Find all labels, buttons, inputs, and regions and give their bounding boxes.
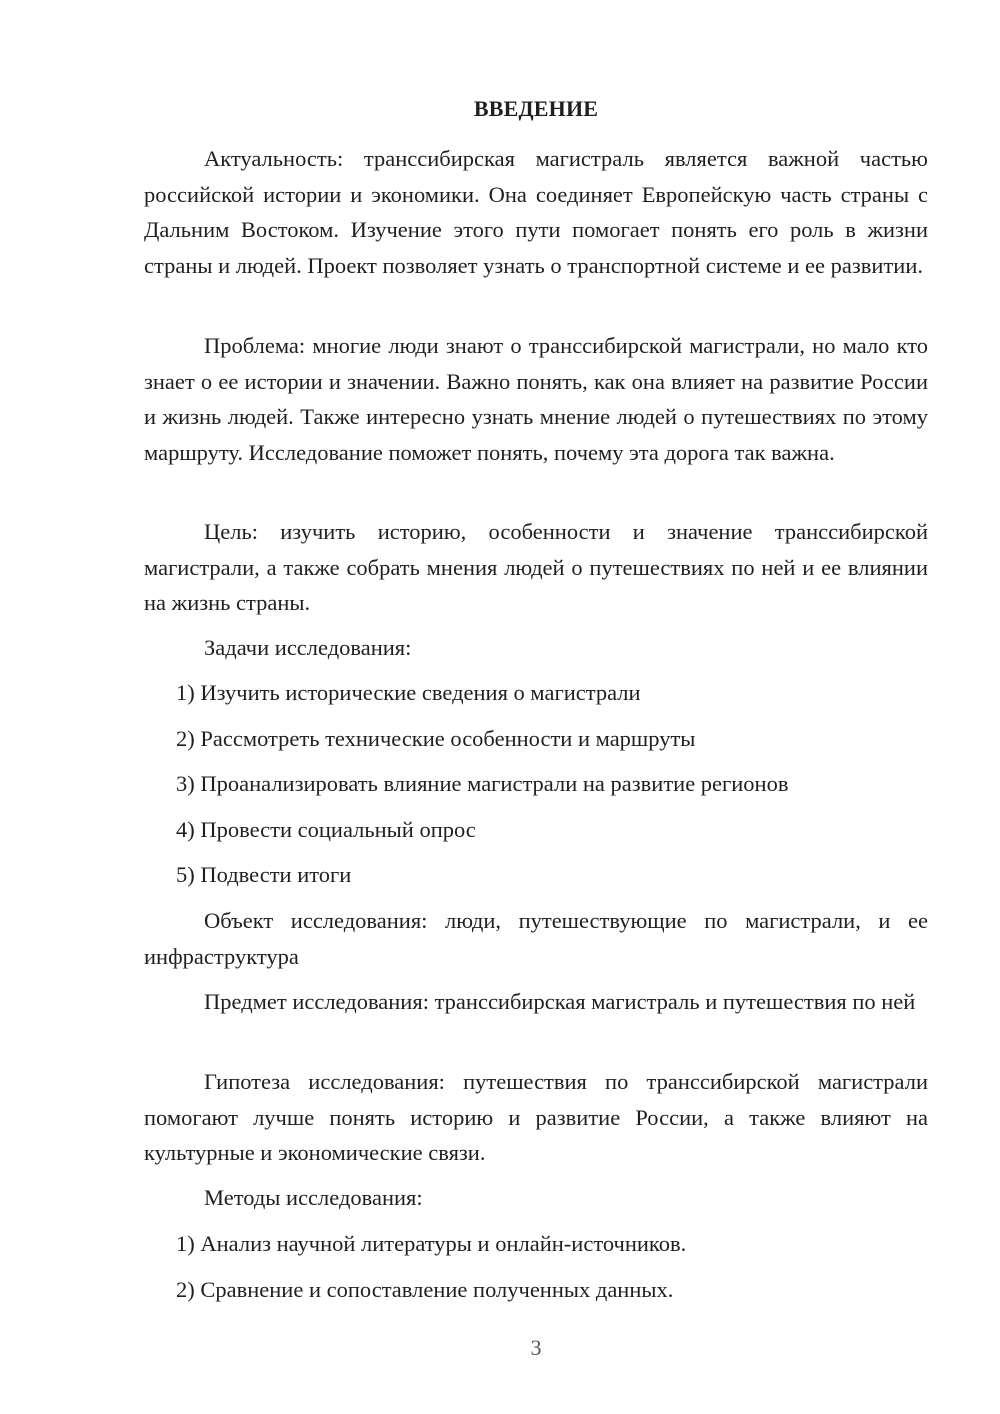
problem-paragraph: [144, 328, 928, 470]
list-item: 3) Проанализировать влияние магистрали на развитие регионов: [176, 771, 789, 796]
paragraph-text: Гипотеза исследования: путешествия по транссибирской магистрали помогают лучше понять историю и развитие России, а также влияют на культурные и экономические связи.: [144, 1069, 928, 1165]
list-item: 1) Анализ научной литературы и онлайн-источников.: [176, 1231, 687, 1256]
paragraph-text: Актуальность: транссибирская магистраль является важной частью российской истории и экономики. Она соединяет Европейскую часть страны с Дальним Востоком. Изучение этого пути помогает понять его роль в жизни страны и людей. Проект позволяет узнать о транспортной системе и ее развитии.: [144, 146, 928, 278]
object-paragraph: [144, 903, 928, 974]
list-item: 4) Провести социальный опрос: [176, 816, 476, 842]
list-item: 2) Рассмотреть технические особенности и маршруты: [176, 725, 696, 751]
relevance-paragraph: [144, 141, 928, 283]
paragraph-text: Объект исследования: люди, путешествующие по магистрали, и ее инфраструктура: [144, 908, 928, 969]
list-item: 5) Подвести итоги: [176, 862, 352, 887]
paragraph-text: Цель: изучить историю, особенности и значение транссибирской магистрали, а также собрать мнения людей о путешествиях по ней и ее влиянии на жизнь страны.: [144, 519, 928, 615]
tasks-heading: [144, 630, 928, 666]
paragraph-text: Методы исследования:: [204, 1185, 423, 1210]
paragraph-text: Задачи исследования:: [204, 635, 412, 660]
methods-heading: [144, 1180, 928, 1216]
hypothesis-paragraph: [144, 1064, 928, 1171]
goal-paragraph: [144, 514, 928, 621]
page-number: 3: [530, 1335, 542, 1360]
list-item: 2) Сравнение и сопоставление полученных данных.: [176, 1276, 674, 1302]
paragraph-text: Предмет исследования: транссибирская магистраль и путешествия по ней: [204, 989, 916, 1014]
page-title: ВВЕДЕНИЕ: [473, 96, 599, 121]
paragraph-text: Проблема: многие люди знают о транссибирской магистрали, но мало кто знает о ее истории и значении. Важно понять, как она влияет на развитие России и жизнь людей. Также интересно узнать мнение людей о путешествиях по этому маршруту. Исследование поможет понять, почему эта дорога так важна.: [144, 333, 928, 465]
tasks-list: [144, 675, 928, 893]
methods-list: [144, 1226, 928, 1307]
subject-paragraph: [144, 984, 928, 1020]
list-item: 1) Изучить исторические сведения о магистрали: [176, 680, 641, 705]
